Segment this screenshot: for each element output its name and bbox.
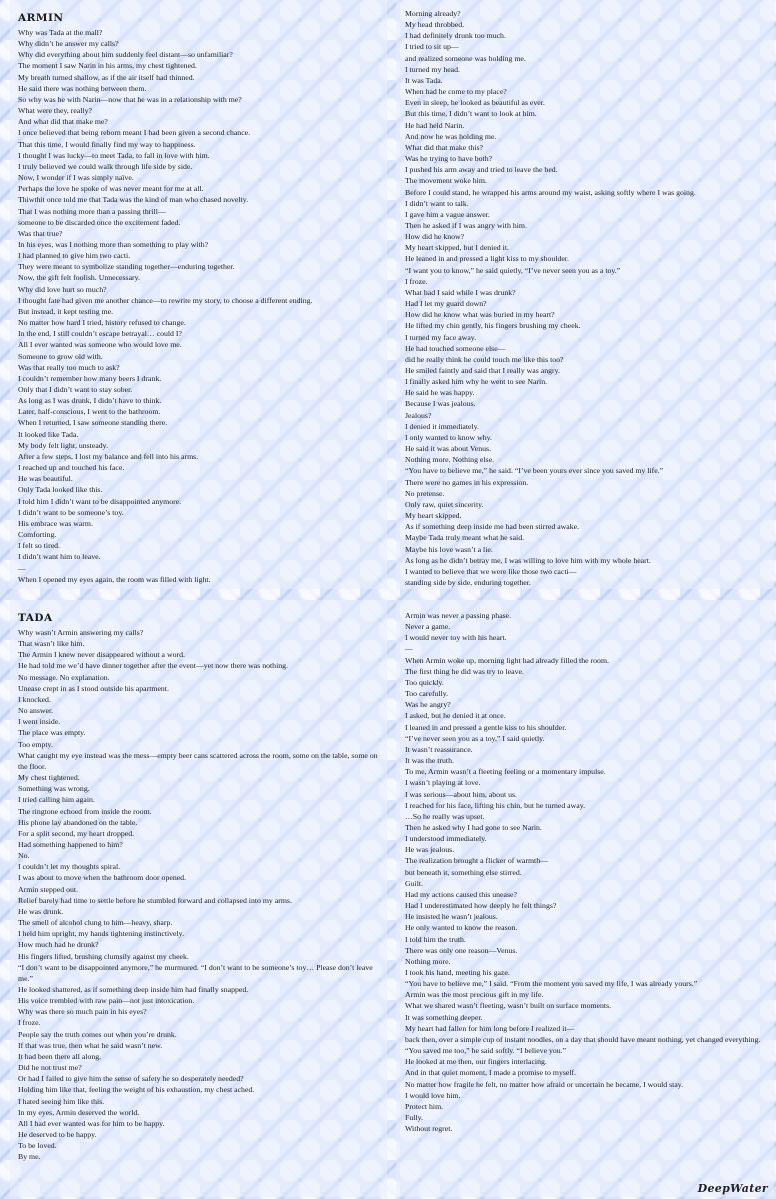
text-line: He was jealous. xyxy=(405,845,455,855)
armin-lines-right xyxy=(405,8,766,588)
text-line: As if something deep inside me had been stirred awake. xyxy=(405,522,580,532)
text-line: I didn’t want him to leave. xyxy=(18,552,101,562)
text-line: No answer. xyxy=(18,706,54,716)
text-line: My heart had fallen for him long before I realized it— xyxy=(405,1023,575,1033)
text-line: Maybe Tada truly meant what he said. xyxy=(405,533,525,543)
text-line: What were they, really? xyxy=(18,106,92,116)
text-line: “You have to believe me,” I said. “From the moment you saved my life, I was already yours.” xyxy=(405,979,698,989)
text-line: I thought I was lucky—to meet Tada, to fall in love with him. xyxy=(18,150,210,160)
text-line: No matter how fragile he felt, no matter how afraid or uncertain he became, I would stay. xyxy=(405,1079,684,1089)
text-line: He only wanted to know the reason. xyxy=(405,923,518,933)
text-line: I asked, but he denied it at once. xyxy=(405,711,506,721)
text-line: He said it was about Venus. xyxy=(405,444,492,454)
text-line: Even in sleep, he looked as beautiful as ever. xyxy=(405,98,545,108)
text-line: But this time, I didn’t want to look at him. xyxy=(405,109,537,119)
text-line: Never a game. xyxy=(405,622,451,632)
text-line: Too empty. xyxy=(18,739,53,749)
text-line: It looked like Tada. xyxy=(18,429,79,439)
text-line: He lifted my chin gently, his fingers brushing my cheek. xyxy=(405,321,581,331)
text-line: In the end, I still couldn’t escape betrayal… could I? xyxy=(18,329,182,339)
text-line: Too quickly. xyxy=(405,677,444,687)
text-line: Perhaps the love he spoke of was never meant for me at all. xyxy=(18,184,204,194)
text-line: Why was there so much pain in his eyes? xyxy=(18,1007,147,1017)
text-line: Armin was the most precious gift in my life. xyxy=(405,990,544,1000)
text-line: By me. xyxy=(18,1152,41,1162)
armin-panel-left xyxy=(10,0,387,589)
text-line: Had something happened to him? xyxy=(18,839,123,849)
text-line: Then he asked if I was angry with him. xyxy=(405,220,527,230)
text-line: In his eyes, was I nothing more than something to play with? xyxy=(18,239,209,249)
text-line: There was only one reason—Venus. xyxy=(405,945,518,955)
text-line: People say the truth comes out when you’re drunk. xyxy=(18,1029,177,1039)
text-line: “You saved me too,” he said softly. “I believe you.” xyxy=(405,1046,567,1056)
text-line: I pushed his arm away and tried to leave the bed. xyxy=(405,165,558,175)
text-line: I had planned to give him two cacti. xyxy=(18,251,131,261)
text-line: To be loved. xyxy=(18,1141,57,1151)
text-line: I tried calling him again. xyxy=(18,795,95,805)
text-line: “I don’t want to be disappointed anymore,” he murmured. “I don’t want to be someone’s toy… Please don’t leave me.” xyxy=(18,962,375,983)
text-line: The first thing he did was try to leave. xyxy=(405,666,524,676)
text-line: He was drunk. xyxy=(18,906,64,916)
text-line: How did he know what was buried in my heart? xyxy=(405,310,555,320)
armin-heading: ARMIN xyxy=(18,12,64,24)
text-line: The ringtone echoed from inside the room. xyxy=(18,806,152,816)
text-line: I wanted to believe that we were like those two cacti— xyxy=(405,566,577,576)
text-line: Morning already? xyxy=(405,9,461,18)
text-line: I reached up and touched his face. xyxy=(18,463,125,473)
text-line: Protect him. xyxy=(405,1101,444,1111)
text-line: I was serious—about him, about us. xyxy=(405,789,517,799)
text-line: I took his hand, meeting his gaze. xyxy=(405,968,510,977)
text-line: I froze. xyxy=(18,1018,41,1028)
text-line: I thought fate had given me another chance—to rewrite my story, to choose a different ending. xyxy=(18,295,313,305)
text-line: Why did everything about him suddenly feel distant—so unfamiliar? xyxy=(18,50,233,60)
text-line: I leaned in and pressed a gentle kiss to his shoulder. xyxy=(405,722,567,732)
text-line: It was something deeper. xyxy=(405,1012,483,1022)
text-line: There were no games in his expression. xyxy=(405,477,529,487)
armin-lines-left xyxy=(18,27,379,585)
tada-lines-right xyxy=(405,610,766,1134)
text-line: He had touched someone else— xyxy=(405,343,506,353)
text-line: As long as he didn’t betray me, I was willing to love him with my whole heart. xyxy=(405,555,651,565)
text-line: I denied it immediately. xyxy=(405,421,479,431)
text-line: When I opened my eyes again, the room was filled with light. xyxy=(18,574,211,584)
text-line: Or had I failed to give him the sense of safety he so desperately needed? xyxy=(18,1074,244,1084)
tada-heading: TADA xyxy=(18,612,53,624)
text-line: I couldn’t let my thoughts spiral. xyxy=(18,862,121,872)
text-line: Was he angry? xyxy=(405,700,451,710)
text-line: His voice trembled with raw pain—not just intoxication. xyxy=(18,996,195,1006)
text-line: The realization brought a flicker of warmth— xyxy=(405,856,548,866)
text-line: Why wasn’t Armin answering my calls? xyxy=(18,628,144,637)
text-line: No message. No explanation. xyxy=(18,672,110,682)
text-line: And in that quiet moment, I made a promise to myself. xyxy=(405,1068,577,1078)
text-line: and realized someone was holding me. xyxy=(405,53,526,63)
text-line: If that was true, then what he said wasn’t new. xyxy=(18,1040,163,1050)
text-line: Too carefully. xyxy=(405,689,449,699)
text-line: I didn’t want to be someone’s toy. xyxy=(18,507,124,517)
text-line: …So he really was upset. xyxy=(405,811,485,821)
text-line: Fully. xyxy=(405,1113,423,1123)
text-line: Comforting. xyxy=(18,530,57,540)
text-line: Had my actions caused this unease? xyxy=(405,889,517,899)
text-line: He had told me we’d have dinner together after the event—yet now there was nothing. xyxy=(18,661,288,671)
text-line: I froze. xyxy=(405,276,428,286)
text-line: And what did that make me? xyxy=(18,117,108,127)
text-line: My heart skipped, but I denied it. xyxy=(405,243,509,253)
text-line: He said he was happy. xyxy=(405,388,475,398)
text-line: Was he trying to have both? xyxy=(405,154,493,164)
text-line: I knocked. xyxy=(18,694,51,704)
text-line: I held him upright, my hands tightening instinctively. xyxy=(18,929,185,939)
text-line: Was that really too much to ask? xyxy=(18,362,120,372)
text-line: No matter how hard I tried, history refused to change. xyxy=(18,318,186,328)
text-line: “I’ve never seen you as a toy,” I said quietly. xyxy=(405,733,545,743)
text-line: Nothing more. xyxy=(405,956,451,966)
tada-panel-right xyxy=(396,600,774,1197)
text-line: I would never toy with his heart. xyxy=(405,633,507,643)
text-line: He leaned in and pressed a light kiss to my shoulder. xyxy=(405,254,569,264)
text-line: Later, half-conscious, I went to the bathroom. xyxy=(18,407,161,417)
text-line: No. xyxy=(18,851,30,861)
text-line: Why didn’t he answer my calls? xyxy=(18,39,119,49)
text-line: Now, I wonder if I was simply naïve. xyxy=(18,173,134,183)
text-line: He smiled faintly and said that I really was angry. xyxy=(405,366,560,375)
tada-panel-left xyxy=(10,600,387,1197)
text-line: Relief barely had time to settle before he stumbled forward and collapsed into my arms. xyxy=(18,895,292,905)
text-line: Armin was never a passing phase. xyxy=(405,611,512,620)
text-line: I finally asked him why he went to see Narin. xyxy=(405,377,548,387)
text-line: Before I could stand, he wrapped his arms around my waist, asking softly where I was going. xyxy=(405,187,696,197)
text-line: His fingers lifted, brushing clumsily against my cheek. xyxy=(18,951,189,961)
text-line: When I returned, I saw someone standing there. xyxy=(18,418,168,428)
text-line: I would love him. xyxy=(405,1090,461,1100)
text-line: What caught my eye instead was the mess—empty beer cans scattered across the room, some on the table, some on the floor. xyxy=(18,750,380,771)
text-line: Unease crept in as I stood outside his apartment. xyxy=(18,683,169,693)
text-line: I went inside. xyxy=(18,717,61,727)
text-line: What had I said while I was drunk? xyxy=(405,287,516,297)
text-line: I was about to move when the bathroom door opened. xyxy=(18,873,187,883)
text-line: No pretense. xyxy=(405,488,445,498)
text-line: Was that true? xyxy=(18,228,63,238)
text-line: Thiwthit once told me that Tada was the kind of man who chased novelty. xyxy=(18,195,249,205)
text-line: My head throbbed. xyxy=(405,20,465,30)
text-line: His phone lay abandoned on the table. xyxy=(18,817,138,827)
text-line: back then, over a simple cup of instant noodles, on a day that should have meant nothing, yet changed everything. xyxy=(405,1034,761,1044)
text-line: Guilt. xyxy=(405,878,423,888)
text-line: someone to be discarded once the excitement faded. xyxy=(18,217,181,227)
text-line: Nothing more. Nothing else. xyxy=(405,455,495,465)
text-line: That this time, I would finally find my way to happiness. xyxy=(18,139,196,149)
text-line: To me, Armin wasn’t a fleeting feeling or a momentary impulse. xyxy=(405,767,606,777)
text-line: I gave him a vague answer. xyxy=(405,209,490,219)
text-line: Because I was jealous. xyxy=(405,399,476,409)
text-line: When had he come to my place? xyxy=(405,87,507,97)
text-line: Why did love hurt so much? xyxy=(18,284,107,294)
text-line: I once believed that being reborn meant I had been given a second chance. xyxy=(18,128,251,138)
text-line: The place was empty. xyxy=(18,728,86,738)
text-line: Now, the gift felt foolish. Unnecessary. xyxy=(18,273,140,283)
text-line: That wasn’t like him. xyxy=(18,639,85,649)
text-line: The moment I saw Narin in his arms, my chest tightened. xyxy=(18,61,197,71)
text-line: My chest tightened. xyxy=(18,773,80,783)
text-line: After a few steps, I lost my balance and fell into his arms. xyxy=(18,451,199,461)
text-line: He insisted he wasn’t jealous. xyxy=(405,912,498,922)
text-line: How did he know? xyxy=(405,232,465,242)
text-line: The movement woke him. xyxy=(405,176,487,186)
text-line: He was beautiful. xyxy=(18,474,73,484)
text-line: What we shared wasn’t fleeting, wasn’t built on surface moments. xyxy=(405,1001,612,1011)
text-line: Jealous? xyxy=(405,410,432,420)
text-line: It was Tada. xyxy=(405,75,443,85)
text-line: My breath turned shallow, as if the air itself had thinned. xyxy=(18,72,195,82)
text-line: Then he asked why I had gone to see Narin. xyxy=(405,822,542,832)
text-line: In my eyes, Armin deserved the world. xyxy=(18,1107,140,1117)
text-line: Without regret. xyxy=(405,1124,453,1134)
text-line: — xyxy=(18,563,26,573)
text-line: I turned my head. xyxy=(405,64,460,74)
text-line: It was the truth. xyxy=(405,756,454,766)
armin-panel-right xyxy=(396,0,774,589)
text-line: But instead, it kept testing me. xyxy=(18,306,114,316)
text-line: And now he was holding me. xyxy=(405,131,497,141)
text-line: How much had he drunk? xyxy=(18,940,99,950)
text-line: Armin stepped out. xyxy=(18,884,78,894)
text-line: He said there was nothing between them. xyxy=(18,83,147,93)
text-line: Only raw, quiet sincerity. xyxy=(405,499,484,509)
text-line: That I was nothing more than a passing thrill— xyxy=(18,206,166,216)
text-line: Holding him like that, feeling the weight of his exhaustion, my chest ached. xyxy=(18,1085,255,1095)
text-line: As long as I was drunk, I didn’t have to think. xyxy=(18,396,162,406)
text-line: “You have to believe me,” he said. “I’ve been yours ever since you saved my life.” xyxy=(405,466,664,476)
text-line: standing side by side, enduring together. xyxy=(405,577,531,587)
text-line: I only wanted to know why. xyxy=(405,432,492,442)
watermark-signature: DeepWater xyxy=(697,1182,768,1195)
text-line: I hated seeing him like this. xyxy=(18,1096,105,1106)
text-line: He looked shattered, as if something deep inside him had finally snapped. xyxy=(18,985,249,994)
text-line: Maybe his love wasn’t a lie. xyxy=(405,544,493,554)
text-line: My body felt light, unsteady. xyxy=(18,440,109,450)
text-line: He deserved to be happy. xyxy=(18,1130,97,1140)
tada-lines-left xyxy=(18,627,379,1163)
text-line: For a split second, my heart dropped. xyxy=(18,828,135,838)
text-line: When Armin woke up, morning light had already filled the room. xyxy=(405,655,609,665)
text-line: I didn’t want to talk. xyxy=(405,198,469,208)
text-line: I turned my face away. xyxy=(405,332,477,342)
text-line: The Armin I knew never disappeared without a word. xyxy=(18,650,185,660)
text-line: Had I underestimated how deeply he felt things? xyxy=(405,901,557,911)
text-line: He had held Narin. xyxy=(405,120,465,130)
text-line: I wasn’t playing at love. xyxy=(405,778,481,788)
text-line: I tried to sit up— xyxy=(405,42,459,52)
text-line: It had been there all along. xyxy=(18,1051,102,1061)
text-line: Had I let my guard down? xyxy=(405,299,487,309)
text-line: I reached for his face, lifting his chin, but he turned away. xyxy=(405,800,586,810)
text-line: My heart skipped. xyxy=(405,511,462,521)
text-line: I had definitely drunk too much. xyxy=(405,31,506,41)
text-line: The smell of alcohol clung to him—heavy, sharp. xyxy=(18,918,173,928)
text-line: What did that make this? xyxy=(405,142,483,152)
text-line: I told him I didn’t want to be disappointed anymore. xyxy=(18,496,182,506)
text-line: Why was Tada at the mall? xyxy=(18,28,103,37)
text-line: — xyxy=(405,644,413,654)
text-line: “I want you to know,” he said quietly, “I’ve never seen you as a toy.” xyxy=(405,265,621,275)
text-line: It wasn’t reassurance. xyxy=(405,744,473,754)
text-line: They were meant to symbolize standing together—enduring together. xyxy=(18,262,235,272)
text-line: Only Tada looked like this. xyxy=(18,485,103,495)
text-line: All I ever wanted was someone who would love me. xyxy=(18,340,182,350)
text-line: He looked at me then, our fingers interlacing. xyxy=(405,1057,547,1067)
text-line: Something was wrong. xyxy=(18,784,90,794)
text-line: I told him the truth. xyxy=(405,934,466,944)
text-line: Someone to grow old with. xyxy=(18,351,103,361)
text-line: Did he not trust me? xyxy=(18,1063,82,1073)
text-line: I truly believed we could walk through life side by side. xyxy=(18,161,193,171)
text-line: I couldn’t remember how many beers I drank. xyxy=(18,373,162,383)
text-line: I felt so tired. xyxy=(18,541,61,551)
text-line: did he really think he could touch me like this too? xyxy=(405,354,564,364)
text-line: Only that I didn’t want to stay sober. xyxy=(18,385,133,394)
text-line: His embrace was warm. xyxy=(18,518,93,528)
text-line: All I had ever wanted was for him to be happy. xyxy=(18,1118,165,1128)
text-line: So why was he with Narin—now that he was in a relationship with me? xyxy=(18,94,242,104)
text-line: but beneath it, something else stirred. xyxy=(405,867,522,877)
text-line: I understood immediately. xyxy=(405,834,487,844)
